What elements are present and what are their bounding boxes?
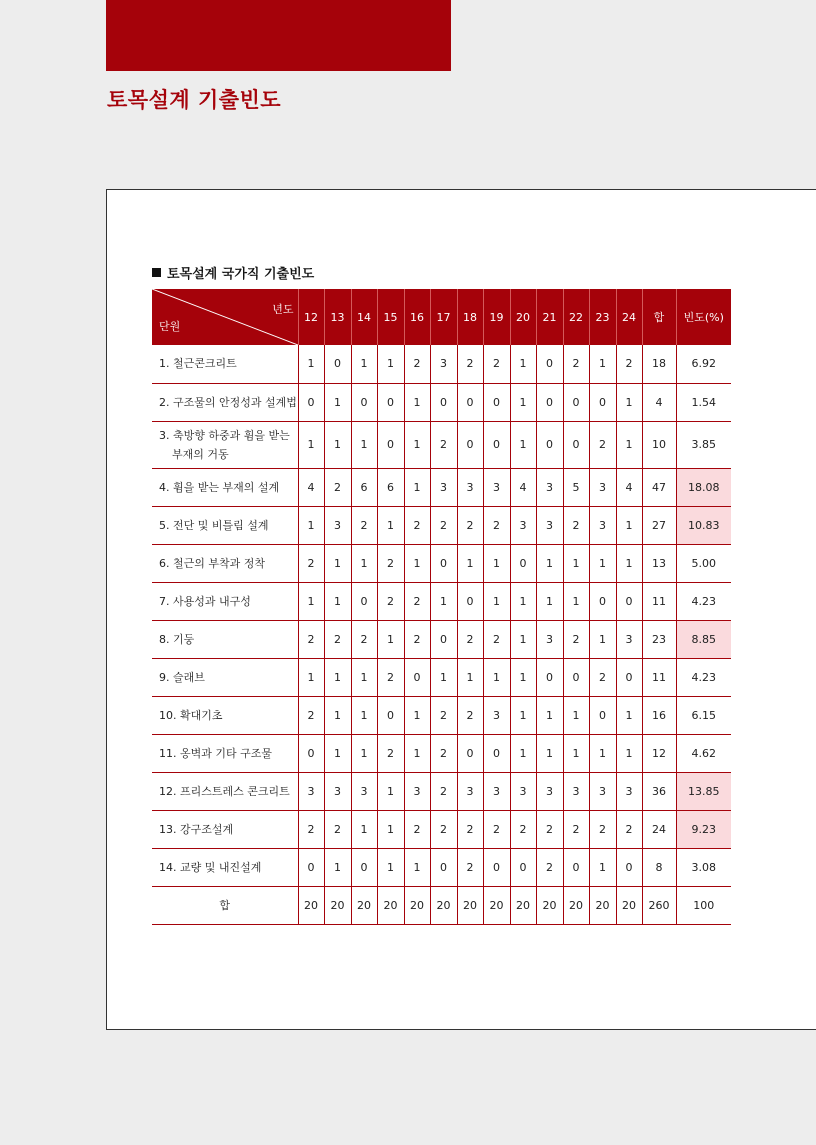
count-cell: 2: [430, 506, 457, 544]
unit-cell: [152, 696, 298, 734]
count-cell: 0: [536, 383, 563, 421]
count-cell: 1: [430, 582, 457, 620]
count-cell: 1: [404, 696, 430, 734]
count-cell: 3: [298, 772, 324, 810]
count-cell: 1: [377, 506, 404, 544]
row-sum-cell: 11: [642, 658, 676, 696]
freq-cell: 10.83: [676, 506, 731, 544]
count-cell: 1: [351, 345, 377, 383]
count-cell: 3: [430, 345, 457, 383]
count-cell: 0: [563, 421, 589, 468]
year-header-cell: 12: [298, 289, 324, 345]
row-sum-cell: 24: [642, 810, 676, 848]
unit-cell: [152, 772, 298, 810]
count-cell: 3: [457, 772, 483, 810]
sum-header-cell: 합: [642, 289, 676, 345]
count-cell: 1: [351, 696, 377, 734]
total-count-cell: 20: [510, 886, 536, 924]
freq-cell: 4.62: [676, 734, 731, 772]
count-cell: 1: [404, 848, 430, 886]
unit-label: 9. 슬래브: [159, 670, 205, 684]
unit-cell: [152, 421, 298, 468]
count-cell: 1: [483, 544, 510, 582]
count-cell: 2: [377, 658, 404, 696]
count-cell: 2: [430, 421, 457, 468]
unit-label: 3. 축방향 하중과 휨을 받는: [159, 428, 290, 442]
count-cell: 1: [589, 734, 616, 772]
section-heading-text: 토목설계 국가직 기출빈도: [167, 267, 315, 282]
count-cell: 3: [536, 506, 563, 544]
freq-cell: 6.15: [676, 696, 731, 734]
count-cell: 6: [377, 468, 404, 506]
unit-label-line2: 부재의 거동: [172, 447, 229, 461]
count-cell: 3: [589, 772, 616, 810]
total-count-cell: 20: [536, 886, 563, 924]
count-cell: 4: [510, 468, 536, 506]
table-row: [152, 544, 731, 582]
table-row: [152, 421, 731, 468]
count-cell: 0: [377, 421, 404, 468]
year-header-cell: 21: [536, 289, 563, 345]
year-header-cell: 23: [589, 289, 616, 345]
row-sum-cell: 12: [642, 734, 676, 772]
row-sum-cell: 36: [642, 772, 676, 810]
count-cell: 1: [536, 734, 563, 772]
table-header-row: [152, 289, 731, 345]
unit-cell: [152, 810, 298, 848]
freq-cell: 6.92: [676, 345, 731, 383]
count-cell: 0: [298, 383, 324, 421]
count-cell: 2: [430, 696, 457, 734]
unit-label: 8. 기둥: [159, 632, 195, 646]
count-cell: 0: [377, 696, 404, 734]
total-count-cell: 20: [430, 886, 457, 924]
year-header-cell: 13: [324, 289, 351, 345]
count-cell: 1: [351, 544, 377, 582]
count-cell: 3: [589, 468, 616, 506]
total-count-cell: 20: [483, 886, 510, 924]
total-label-cell: 합: [152, 886, 298, 924]
count-cell: 2: [430, 810, 457, 848]
count-cell: 2: [351, 506, 377, 544]
year-header-cell: 14: [351, 289, 377, 345]
freq-cell: 13.85: [676, 772, 731, 810]
count-cell: 1: [616, 421, 642, 468]
count-cell: 1: [510, 345, 536, 383]
count-cell: 0: [298, 848, 324, 886]
total-freq-cell: 100: [676, 886, 731, 924]
count-cell: 1: [510, 696, 536, 734]
count-cell: 1: [616, 734, 642, 772]
count-cell: 2: [404, 810, 430, 848]
total-count-cell: 20: [563, 886, 589, 924]
count-cell: 2: [483, 620, 510, 658]
top-accent-bar: [106, 0, 451, 71]
count-cell: 1: [377, 772, 404, 810]
table-row: [152, 658, 731, 696]
count-cell: 2: [457, 848, 483, 886]
count-cell: 1: [616, 383, 642, 421]
count-cell: 1: [404, 421, 430, 468]
count-cell: 2: [377, 582, 404, 620]
count-cell: 0: [457, 582, 483, 620]
freq-cell: 4.23: [676, 658, 731, 696]
table-body: [152, 345, 731, 924]
year-header-cell: 16: [404, 289, 430, 345]
count-cell: 0: [457, 421, 483, 468]
count-cell: 2: [298, 696, 324, 734]
count-cell: 0: [563, 658, 589, 696]
unit-cell: [152, 620, 298, 658]
square-bullet-icon: [152, 268, 161, 277]
count-cell: 1: [483, 658, 510, 696]
count-cell: 2: [589, 658, 616, 696]
count-cell: 2: [298, 544, 324, 582]
unit-cell: [152, 848, 298, 886]
row-sum-cell: 8: [642, 848, 676, 886]
count-cell: 1: [377, 848, 404, 886]
count-cell: 2: [404, 345, 430, 383]
count-cell: 2: [324, 810, 351, 848]
year-header-cell: 15: [377, 289, 404, 345]
count-cell: 3: [324, 506, 351, 544]
count-cell: 1: [510, 620, 536, 658]
count-cell: 1: [351, 421, 377, 468]
unit-label: 10. 확대기초: [159, 708, 223, 722]
count-cell: 0: [510, 544, 536, 582]
count-cell: 2: [536, 810, 563, 848]
count-cell: 3: [483, 696, 510, 734]
count-cell: 1: [298, 582, 324, 620]
count-cell: 2: [430, 772, 457, 810]
table-row: [152, 734, 731, 772]
freq-cell: 5.00: [676, 544, 731, 582]
total-count-cell: 20: [351, 886, 377, 924]
count-cell: 1: [377, 345, 404, 383]
count-cell: 1: [457, 658, 483, 696]
total-count-cell: 20: [589, 886, 616, 924]
count-cell: 2: [536, 848, 563, 886]
count-cell: 1: [536, 544, 563, 582]
count-cell: 0: [298, 734, 324, 772]
total-row: [152, 886, 731, 924]
unit-label: 13. 강구조설계: [159, 822, 234, 836]
freq-cell: 9.23: [676, 810, 731, 848]
count-cell: 0: [430, 383, 457, 421]
count-cell: 2: [616, 345, 642, 383]
count-cell: 2: [324, 620, 351, 658]
count-cell: 2: [457, 810, 483, 848]
count-cell: 1: [298, 506, 324, 544]
count-cell: 3: [404, 772, 430, 810]
count-cell: 2: [377, 734, 404, 772]
count-cell: 1: [510, 421, 536, 468]
count-cell: 2: [351, 620, 377, 658]
count-cell: 3: [457, 468, 483, 506]
unit-axis-label: 단원: [159, 320, 181, 333]
count-cell: 1: [616, 696, 642, 734]
count-cell: 1: [536, 696, 563, 734]
count-cell: 4: [298, 468, 324, 506]
total-count-cell: 20: [377, 886, 404, 924]
diagonal-divider-icon: [152, 289, 298, 345]
total-sum-cell: 260: [642, 886, 676, 924]
count-cell: 3: [351, 772, 377, 810]
row-sum-cell: 23: [642, 620, 676, 658]
count-cell: 2: [457, 620, 483, 658]
count-cell: 1: [404, 544, 430, 582]
count-cell: 1: [377, 810, 404, 848]
count-cell: 0: [404, 658, 430, 696]
count-cell: 3: [589, 506, 616, 544]
count-cell: 0: [616, 582, 642, 620]
count-cell: 1: [563, 582, 589, 620]
count-cell: 1: [377, 620, 404, 658]
count-cell: 1: [457, 544, 483, 582]
count-cell: 1: [324, 544, 351, 582]
unit-cell: [152, 658, 298, 696]
count-cell: 1: [589, 345, 616, 383]
unit-cell: [152, 582, 298, 620]
count-cell: 0: [483, 383, 510, 421]
count-cell: 2: [298, 810, 324, 848]
unit-cell: [152, 506, 298, 544]
unit-label: 6. 철근의 부착과 정착: [159, 556, 265, 570]
count-cell: 3: [483, 772, 510, 810]
total-count-cell: 20: [324, 886, 351, 924]
count-cell: 2: [510, 810, 536, 848]
count-cell: 1: [563, 734, 589, 772]
freq-header-cell: 빈도(%): [676, 289, 731, 345]
count-cell: 1: [404, 468, 430, 506]
count-cell: 1: [298, 345, 324, 383]
table-row: [152, 506, 731, 544]
count-cell: 1: [510, 658, 536, 696]
count-cell: 2: [563, 810, 589, 848]
count-cell: 0: [377, 383, 404, 421]
count-cell: 0: [589, 582, 616, 620]
unit-label: 5. 전단 및 비틀림 설계: [159, 518, 269, 532]
count-cell: 0: [483, 734, 510, 772]
count-cell: 2: [563, 620, 589, 658]
count-cell: 0: [616, 848, 642, 886]
year-header-cell: 18: [457, 289, 483, 345]
count-cell: 2: [563, 506, 589, 544]
count-cell: 1: [324, 848, 351, 886]
count-cell: 2: [563, 345, 589, 383]
count-cell: 1: [510, 383, 536, 421]
count-cell: 2: [457, 506, 483, 544]
count-cell: 1: [616, 506, 642, 544]
table-row: [152, 620, 731, 658]
count-cell: 0: [351, 848, 377, 886]
freq-cell: 4.23: [676, 582, 731, 620]
count-cell: 0: [483, 848, 510, 886]
total-count-cell: 20: [457, 886, 483, 924]
count-cell: 0: [536, 421, 563, 468]
count-cell: 1: [404, 383, 430, 421]
count-cell: 3: [510, 772, 536, 810]
count-cell: 1: [563, 544, 589, 582]
unit-label: 14. 교량 및 내진설계: [159, 860, 262, 874]
unit-cell: [152, 345, 298, 383]
count-cell: 1: [351, 734, 377, 772]
unit-label: 4. 휨을 받는 부재의 설계: [159, 480, 280, 494]
year-header-cell: 17: [430, 289, 457, 345]
count-cell: 1: [324, 658, 351, 696]
row-sum-cell: 18: [642, 345, 676, 383]
count-cell: 2: [404, 506, 430, 544]
count-cell: 2: [404, 620, 430, 658]
count-cell: 3: [616, 772, 642, 810]
count-cell: 0: [510, 848, 536, 886]
count-cell: 2: [589, 421, 616, 468]
count-cell: 0: [563, 848, 589, 886]
table-row: [152, 345, 731, 383]
count-cell: 1: [483, 582, 510, 620]
count-cell: 3: [536, 468, 563, 506]
count-cell: 1: [616, 544, 642, 582]
count-cell: 0: [589, 696, 616, 734]
count-cell: 2: [404, 582, 430, 620]
count-cell: 4: [616, 468, 642, 506]
count-cell: 0: [430, 544, 457, 582]
count-cell: 0: [616, 658, 642, 696]
count-cell: 0: [457, 383, 483, 421]
count-cell: 0: [351, 383, 377, 421]
count-cell: 2: [589, 810, 616, 848]
count-cell: 2: [483, 345, 510, 383]
table-row: [152, 810, 731, 848]
count-cell: 1: [536, 582, 563, 620]
count-cell: 0: [351, 582, 377, 620]
unit-label: 1. 철근콘크리트: [159, 357, 237, 371]
count-cell: 2: [483, 506, 510, 544]
count-cell: 1: [324, 582, 351, 620]
table-row: [152, 696, 731, 734]
count-cell: 1: [563, 696, 589, 734]
count-cell: 3: [430, 468, 457, 506]
table-row: [152, 383, 731, 421]
count-cell: 1: [589, 620, 616, 658]
row-sum-cell: 27: [642, 506, 676, 544]
count-cell: 2: [457, 345, 483, 383]
unit-label: 7. 사용성과 내구성: [159, 594, 251, 608]
count-cell: 1: [510, 734, 536, 772]
freq-cell: 3.85: [676, 421, 731, 468]
year-header-cell: 22: [563, 289, 589, 345]
count-cell: 1: [324, 421, 351, 468]
freq-cell: 1.54: [676, 383, 731, 421]
count-cell: 2: [430, 734, 457, 772]
diagonal-header-cell: [152, 289, 298, 345]
count-cell: 1: [324, 734, 351, 772]
count-cell: 0: [589, 383, 616, 421]
count-cell: 2: [483, 810, 510, 848]
year-header-cell: 20: [510, 289, 536, 345]
count-cell: 1: [510, 582, 536, 620]
count-cell: 1: [351, 810, 377, 848]
table-row: [152, 848, 731, 886]
count-cell: 2: [457, 696, 483, 734]
row-sum-cell: 16: [642, 696, 676, 734]
count-cell: 1: [298, 421, 324, 468]
content-panel: [106, 189, 816, 1030]
row-sum-cell: 47: [642, 468, 676, 506]
count-cell: 0: [483, 421, 510, 468]
section-heading: [152, 263, 314, 282]
unit-label: 2. 구조물의 안정성과 설계법: [159, 395, 297, 409]
total-count-cell: 20: [616, 886, 642, 924]
table-row: [152, 468, 731, 506]
count-cell: 3: [563, 772, 589, 810]
count-cell: 1: [430, 658, 457, 696]
unit-cell: [152, 383, 298, 421]
count-cell: 0: [536, 658, 563, 696]
count-cell: 1: [324, 383, 351, 421]
year-header-cell: 19: [483, 289, 510, 345]
count-cell: 0: [324, 345, 351, 383]
count-cell: 0: [457, 734, 483, 772]
count-cell: 1: [589, 848, 616, 886]
count-cell: 1: [404, 734, 430, 772]
row-sum-cell: 4: [642, 383, 676, 421]
row-sum-cell: 13: [642, 544, 676, 582]
count-cell: 0: [536, 345, 563, 383]
count-cell: 0: [430, 620, 457, 658]
freq-cell: 3.08: [676, 848, 731, 886]
frequency-table: [152, 289, 731, 925]
count-cell: 3: [536, 772, 563, 810]
table-row: [152, 582, 731, 620]
row-sum-cell: 10: [642, 421, 676, 468]
year-header-cell: 24: [616, 289, 642, 345]
count-cell: 3: [536, 620, 563, 658]
count-cell: 3: [324, 772, 351, 810]
count-cell: 1: [324, 696, 351, 734]
count-cell: 1: [298, 658, 324, 696]
count-cell: 2: [324, 468, 351, 506]
unit-cell: [152, 468, 298, 506]
freq-cell: 18.08: [676, 468, 731, 506]
count-cell: 3: [616, 620, 642, 658]
unit-label: 11. 옹벽과 기타 구조물: [159, 746, 272, 760]
total-count-cell: 20: [298, 886, 324, 924]
count-cell: 6: [351, 468, 377, 506]
freq-cell: 8.85: [676, 620, 731, 658]
count-cell: 1: [589, 544, 616, 582]
count-cell: 5: [563, 468, 589, 506]
count-cell: 2: [377, 544, 404, 582]
count-cell: 1: [351, 658, 377, 696]
count-cell: 3: [483, 468, 510, 506]
total-count-cell: 20: [404, 886, 430, 924]
count-cell: 0: [563, 383, 589, 421]
page-title: 토목설계 기출빈도: [107, 88, 282, 112]
count-cell: 2: [616, 810, 642, 848]
unit-cell: [152, 544, 298, 582]
count-cell: 2: [298, 620, 324, 658]
year-axis-label: 년도: [272, 303, 294, 316]
count-cell: 0: [430, 848, 457, 886]
row-sum-cell: 11: [642, 582, 676, 620]
unit-cell: [152, 734, 298, 772]
unit-label: 12. 프리스트레스 콘크리트: [159, 784, 290, 798]
count-cell: 3: [510, 506, 536, 544]
table-row: [152, 772, 731, 810]
